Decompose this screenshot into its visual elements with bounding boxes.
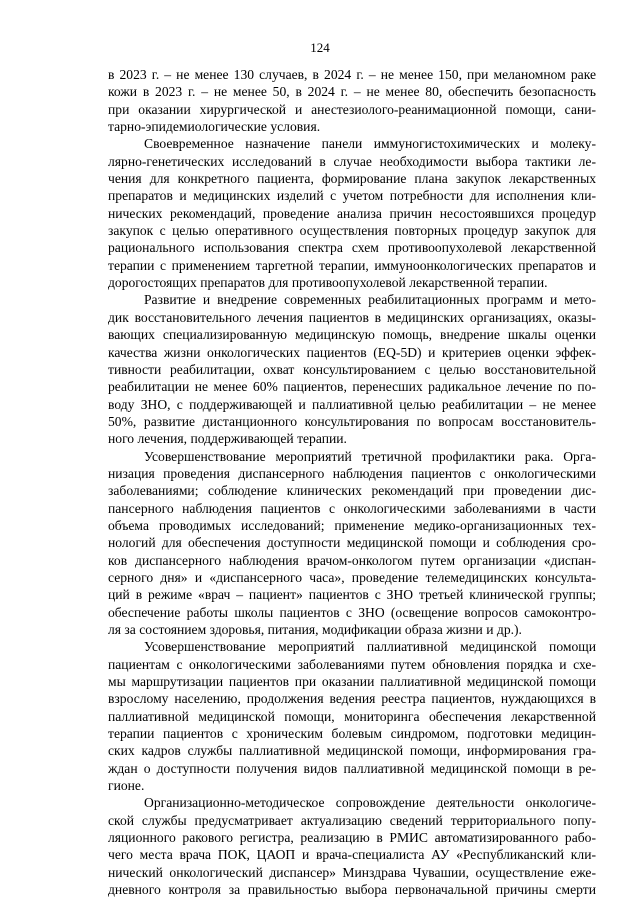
text-line: воду ЗНО, с поддерживающей и паллиативной целью реабилитации – не менее	[108, 396, 596, 412]
text-line: Своевременное назначение панели иммуногистохимических и молеку-	[144, 136, 596, 152]
text-line: препаратов и медицинских изделий с учетом потребности для исполнения кли-	[108, 188, 596, 204]
text-line: нических рекомендаций, проведение анализа причин несостоявшихся процедур	[108, 205, 596, 221]
text-line: терапии пациентов с хроническим болевым синдромом, подготовки медицин-	[108, 726, 596, 742]
text-line: ждан о доступности получения видов паллиативной медицинской помощи в ре-	[108, 760, 596, 776]
text-line: тивности реабилитации, охват консультированием с целью восстановительной	[108, 361, 596, 377]
text-line: паллиативной медицинской помощи, мониторинга обеспечения лекарственной	[108, 708, 596, 724]
text-line: Развитие и внедрение современных реабилитационных программ и мето-	[144, 292, 596, 308]
text-line: мы маршрутизации пациентов при оказании паллиативной медицинской помощи	[108, 674, 596, 690]
text-line: ской службы предусматривает актуализацию сведений территориального попу-	[108, 812, 596, 828]
text-line: заболеваниями; соблюдение клинических рекомендаций при проведении дис-	[108, 483, 596, 499]
text-line: ских кадров службы паллиативной медицинской помощи, информирования гра-	[108, 743, 596, 759]
text-line: ков диспансерного наблюдения врачом-онкологом путем организации «диспан-	[108, 552, 596, 568]
text-line: дорогостоящих препаратов для противоопухолевой лекарственной терапии.	[108, 275, 548, 291]
text-line: низация проведения диспансерного наблюдения пациентов с онкологическими	[108, 465, 596, 481]
text-line: объема проводимых исследований; применение медико-организационных тех-	[108, 517, 596, 533]
text-line: взрослому населению, продолжения ведения реестра пациентов, нуждающихся в	[108, 691, 596, 707]
text-line: Усовершенствование мероприятий третичной профилактики рака. Орга-	[144, 448, 596, 464]
text-line: дик восстановительного лечения пациентов в медицинских организациях, оказы-	[108, 309, 596, 325]
text-line: кожи в 2023 г. – не менее 50, в 2024 г. – не менее 80, обеспечить безопасность	[108, 84, 596, 100]
paragraph	[108, 66, 596, 135]
text-line: Усовершенствование мероприятий паллиативной медицинской помощи	[144, 639, 596, 655]
text-line: 50%, развитие дистанционного консультирования по вопросам восстановитель-	[108, 413, 596, 429]
text-line: Организационно-методическое сопровождение деятельности онкологиче-	[144, 795, 596, 811]
text-line: вающих специализированную медицинскую помощь, внедрение шкалы оценки	[108, 327, 596, 343]
page-number: 124	[310, 40, 330, 55]
text-line: реабилитации не менее 60% пациентов, перенесших радикальное лечение по по-	[108, 379, 596, 395]
text-line: при оказании хирургической и анестезиолого-реанимационной помощи, сани-	[108, 101, 596, 117]
text-line: пациентам с онкологическими заболеваниями путем обновления порядка и схе-	[108, 656, 596, 672]
text-line: ций в режиме «врач – пациент» пациентов с ЗНО третьей клинической группы;	[108, 587, 596, 603]
paragraph	[108, 135, 596, 291]
text-line: дневного контроля за правильностью выбора первоначальной причины смерти	[108, 882, 596, 898]
text-line: чения для конкретного пациента, формирование плана закупок лекарственных	[108, 171, 596, 187]
text-line: гионе.	[108, 778, 145, 794]
text-line: терапии с применением таргетной терапии, иммуноонкологических препаратов и	[108, 257, 596, 273]
text-line: лярно-генетических исследований в случае необходимости выбора тактики ле-	[108, 153, 596, 169]
text-line: тарно-эпидемиологические условия.	[108, 119, 321, 135]
text-line: пансерного наблюдения пациентов с онкологическими заболеваниями в части	[108, 500, 596, 516]
paragraph	[108, 794, 596, 898]
paragraph	[108, 638, 596, 794]
text-line: в 2023 г. – не менее 130 случаев, в 2024 г. – не менее 150, при меланомном раке	[108, 67, 596, 82]
paragraph	[108, 448, 596, 639]
body-text	[108, 66, 596, 899]
text-line: серного дня» и «диспансерного часа», проведение телемедицинских консульта-	[108, 569, 596, 585]
paragraph	[108, 291, 596, 447]
text-line: чего места врача ПОК, ЦАОП и врача-специалиста АУ «Республиканский кли-	[108, 847, 596, 863]
text-line: качества жизни онкологических пациентов (EQ-5D) и критериев оценки эффек-	[108, 344, 596, 360]
text-line: ля за состоянием здоровья, питания, модификации образа жизни и др.).	[108, 622, 522, 637]
text-line: обеспечение работы школы пациентов с ЗНО (освещение вопросов самоконтро-	[108, 604, 596, 620]
text-line: нологий для обеспечения доступности медицинской помощи и соблюдения сро-	[108, 535, 596, 551]
text-line: ного лечения, поддерживающей терапии.	[108, 431, 347, 447]
text-line: рационального использования спектра схем противоопухолевой лекарственной	[108, 240, 596, 256]
text-line: закупок с целью оперативного осуществления повторных процедур закупок для	[108, 223, 596, 239]
text-line: ляционного ракового регистра, реализацию в РМИС автоматизированного рабо-	[108, 830, 596, 846]
text-line: нический онкологический диспансер» Минздрава Чувашии, осуществление еже-	[108, 864, 596, 880]
